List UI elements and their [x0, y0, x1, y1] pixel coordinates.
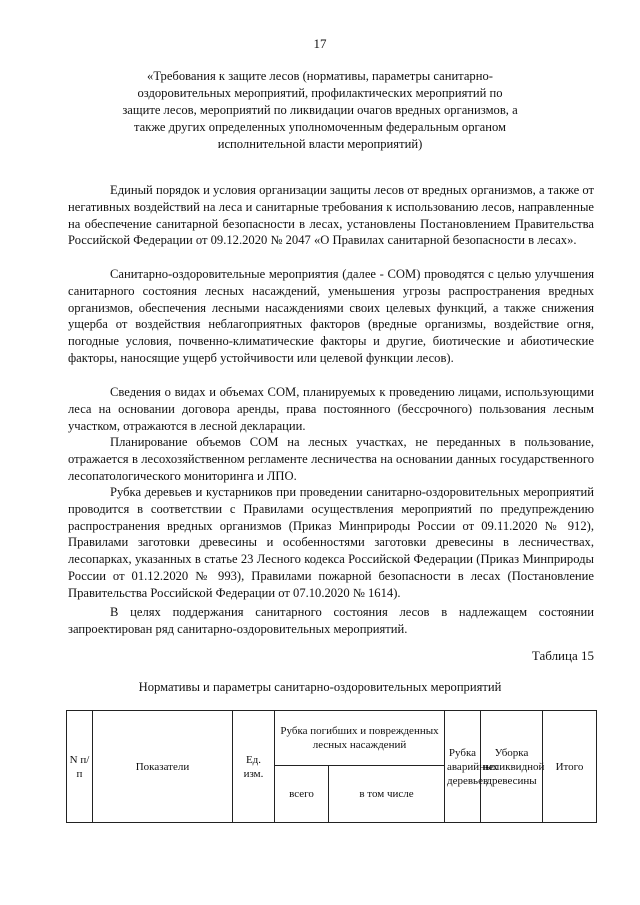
header-total-sum: Итого — [543, 711, 597, 823]
header-unit: Ед. изм. — [233, 711, 275, 823]
header-felling-dead: Рубка погибших и поврежденных лесных насаждений — [275, 711, 445, 766]
norms-table — [66, 710, 597, 823]
header-indicators: Показатели — [93, 711, 233, 823]
paragraph-4: Планирование объемов СОМ на лесных участках, не переданных в пользование, отражается в лесохозяйственном регламенте лесничества на основании данных государственного лесопатологического мониторинга и ЛПО. — [68, 435, 594, 483]
paragraph-1: Единый порядок и условия организации защиты лесов от вредных организмов, а также от негативных воздействий на леса и санитарные требования к использованию лесов, направленные на обеспечение санитарной безопасности в лесах, установлены Постановлением Правительства Российской Федерации от 09.12.2020 № 2047 «О Правилах санитарной безопасности в лесах». — [68, 183, 594, 248]
header-num: N п/п — [67, 711, 93, 823]
table-title: Нормативы и параметры санитарно-оздоровительных мероприятий — [138, 680, 502, 694]
header-total: всего — [275, 766, 329, 823]
header-including: в том числе — [329, 766, 445, 823]
header-emergency-felling: Рубка аварийных деревьев — [445, 711, 481, 823]
page-number: 17 — [313, 36, 327, 51]
header-cleanup: Уборка неликвидной древесины — [481, 711, 543, 823]
section-heading: «Требования к защите лесов (нормативы, параметры санитарно-оздоровительных мероприятий, профилактических мероприятий по защите лесов, мероприятий по ликвидации очагов вредных организмов, а также других определенных уполномоченным федеральным органом исполнительной власти мероприятий) — [122, 69, 518, 151]
table-label: Таблица 15 — [531, 648, 594, 663]
paragraph-2: Санитарно-оздоровительные мероприятия (далее - СОМ) проводятся с целью улучшения санитарного состояния лесных насаждений, уменьшения угрозы распространения вредных организмов, обеспечения лесными насаждениями своих целевых функций, а также снижения ущерба от воздействия неблагоприятных факторов (вредные организмы, воздействие огня, погодные условия, почвенно-климатические факторы и другие, биотические и абиотические факторы, наносящие ущерб устойчивости или целевой функции лесов). — [68, 267, 594, 365]
paragraph-6: В целях поддержания санитарного состояния лесов в надлежащем состоянии запроектирован ряд санитарно-оздоровительных мероприятий. — [68, 605, 594, 636]
paragraph-3: Сведения о видах и объемах СОМ, планируемых к проведению лицами, использующими леса на основании договора аренды, права постоянного (бессрочного) пользования лесным участком, отражаются в лесной декларации. — [68, 385, 594, 433]
paragraph-5: Рубка деревьев и кустарников при проведении санитарно-оздоровительных мероприятий проводится в соответствии с Правилами осуществления мероприятий по предупреждению распространения вредных организмов (Приказ Минприроды России от 09.11.2020 № 912), Правилами заготовки древесины и особенностями заготовки древесины в лесничествах, лесопарках, указанных в статье 23 Лесного кодекса Российской Федерации (Приказ Минприроды России от 01.12.2020 № 993), Правилами пожарной безопасности в лесах (Постановление Правительства Российской Федерации от 07.10.2020 № 1614). — [68, 485, 594, 600]
